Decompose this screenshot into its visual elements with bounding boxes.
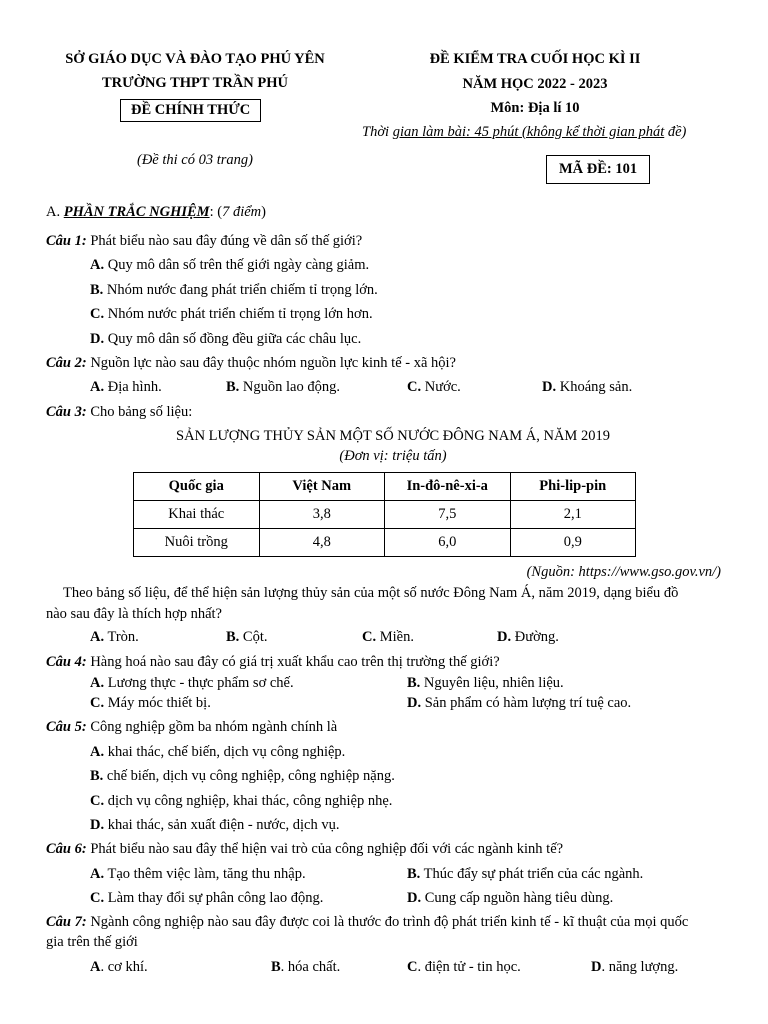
- table-cell: 2,1: [510, 501, 636, 529]
- table-cell: 3,8: [259, 501, 385, 529]
- q5-option-d: D. khai thác, sản xuất điện - nước, dịch vụ.: [90, 817, 340, 833]
- q6-option-d: D. Cung cấp nguồn hàng tiêu dùng.: [407, 890, 614, 906]
- question-2: Câu 2: Nguồn lực nào sau đây thuộc nhóm nguồn lực kinh tế - xã hội?: [46, 355, 456, 371]
- question-3: Câu 3: Cho bảng số liệu:: [46, 404, 193, 420]
- question-1: Câu 1: Phát biểu nào sau đây đúng về dân số thế giới?: [46, 233, 363, 249]
- q7-option-c: C. điện tử - tin học.: [407, 959, 521, 975]
- table-header-cell: Việt Nam: [259, 473, 385, 501]
- exam-duration: Thời gian làm bài: 45 phút (không kể thời gian phát đề): [362, 124, 687, 140]
- department-name: SỞ GIÁO DỤC VÀ ĐÀO TẠO PHÚ YÊN: [65, 51, 325, 67]
- q6-option-a: A. Tạo thêm việc làm, tăng thu nhập.: [90, 866, 306, 882]
- table-cell: 6,0: [385, 529, 511, 557]
- school-name: TRƯỜNG THPT TRẦN PHÚ: [102, 75, 288, 91]
- question-4: Câu 4: Hàng hoá nào sau đây có giá trị xuất khẩu cao trên thị trường thế giới?: [46, 654, 500, 670]
- school-year: NĂM HỌC 2022 - 2023: [462, 76, 608, 92]
- q2-option-a: A. Địa hình.: [90, 379, 162, 395]
- data-table: [133, 472, 636, 557]
- exam-code-box: MÃ ĐỀ: 101: [546, 155, 650, 184]
- q1-option-d: D. Quy mô dân số đồng đều giữa các châu lục.: [90, 331, 362, 347]
- q1-option-b: B. Nhóm nước đang phát triển chiếm tỉ trọng lớn.: [90, 282, 378, 298]
- q5-option-c: C. dịch vụ công nghiệp, khai thác, công nghiệp nhẹ.: [90, 793, 393, 809]
- question-5: Câu 5: Công nghiệp gồm ba nhóm ngành chính là: [46, 719, 338, 735]
- table-row: [134, 501, 636, 529]
- table-header-cell: In-đô-nê-xi-a: [385, 473, 511, 501]
- q7-option-a: A. cơ khí.: [90, 959, 148, 975]
- q6-option-c: C. Làm thay đổi sự phân công lao động.: [90, 890, 324, 906]
- table-cell: Nuôi trồng: [134, 529, 260, 557]
- q4-option-c: C. Máy móc thiết bị.: [90, 695, 211, 711]
- table-unit: (Đơn vị: triệu tấn): [339, 448, 447, 464]
- q3-option-d: D. Đường.: [497, 629, 559, 645]
- q3-option-b: B. Cột.: [226, 629, 268, 645]
- official-exam-box: ĐỀ CHÍNH THỨC: [120, 99, 261, 122]
- table-row: [134, 529, 636, 557]
- table-header-cell: Quốc gia: [134, 473, 260, 501]
- q6-option-b: B. Thúc đẩy sự phát triển của các ngành.: [407, 866, 644, 882]
- table-cell: 0,9: [510, 529, 636, 557]
- table-cell: Khai thác: [134, 501, 260, 529]
- q2-option-d: D. Khoáng sản.: [542, 379, 633, 395]
- table-cell: 4,8: [259, 529, 385, 557]
- table-title: SẢN LƯỢNG THỦY SẢN MỘT SỐ NƯỚC ĐÔNG NAM Á, NĂM 2019: [176, 428, 610, 444]
- table-cell: 7,5: [385, 501, 511, 529]
- table-header-cell: Phi-lip-pin: [510, 473, 636, 501]
- q4-option-b: B. Nguyên liệu, nhiên liệu.: [407, 675, 564, 691]
- q3-option-c: C. Miền.: [362, 629, 414, 645]
- q7-option-b: B. hóa chất.: [271, 959, 341, 975]
- q5-option-a: A. khai thác, chế biến, dịch vụ công nghiệp.: [90, 744, 346, 760]
- question-7: Câu 7: Ngành công nghiệp nào sau đây được coi là thước đo trình độ phát triển kinh tế - kĩ thuật của mọi quốc: [46, 914, 689, 930]
- q1-option-a: A. Quy mô dân số trên thế giới ngày càng giảm.: [90, 257, 370, 273]
- table-source: (Nguồn: https://www.gso.gov.vn/): [526, 564, 721, 580]
- q7-option-d: D. năng lượng.: [591, 959, 679, 975]
- exam-title: ĐỀ KIỂM TRA CUỐI HỌC KÌ II: [429, 51, 641, 67]
- q2-option-b: B. Nguồn lao động.: [226, 379, 340, 395]
- question-6: Câu 6: Phát biểu nào sau đây thể hiện vai trò của công nghiệp đối với các ngành kinh tế?: [46, 841, 564, 857]
- q3-stem-line-2: nào sau đây là thích hợp nhất?: [46, 606, 222, 622]
- q1-option-c: C. Nhóm nước phát triển chiếm tỉ trọng lớn hơn.: [90, 306, 373, 322]
- q4-option-d: D. Sản phẩm có hàm lượng trí tuệ cao.: [407, 695, 632, 711]
- q2-option-c: C. Nước.: [407, 379, 461, 395]
- section-a-heading: A. PHẦN TRẮC NGHIỆM: (7 điểm): [46, 204, 266, 220]
- table-header-row: [134, 473, 636, 501]
- q3-option-a: A. Tròn.: [90, 629, 139, 645]
- page-count: (Đề thi có 03 trang): [137, 152, 253, 168]
- question-7-line-2: gia trên thế giới: [46, 934, 138, 950]
- q4-option-a: A. Lương thực - thực phẩm sơ chế.: [90, 675, 294, 691]
- subject: Môn: Địa lí 10: [490, 100, 580, 116]
- q3-stem-line-1: Theo bảng số liệu, để thể hiện sản lượng thủy sản của một số nước Đông Nam Á, năm 2019, dạng biểu đồ: [63, 585, 679, 601]
- q5-option-b: B. chế biến, dịch vụ công nghiệp, công nghiệp nặng.: [90, 768, 395, 784]
